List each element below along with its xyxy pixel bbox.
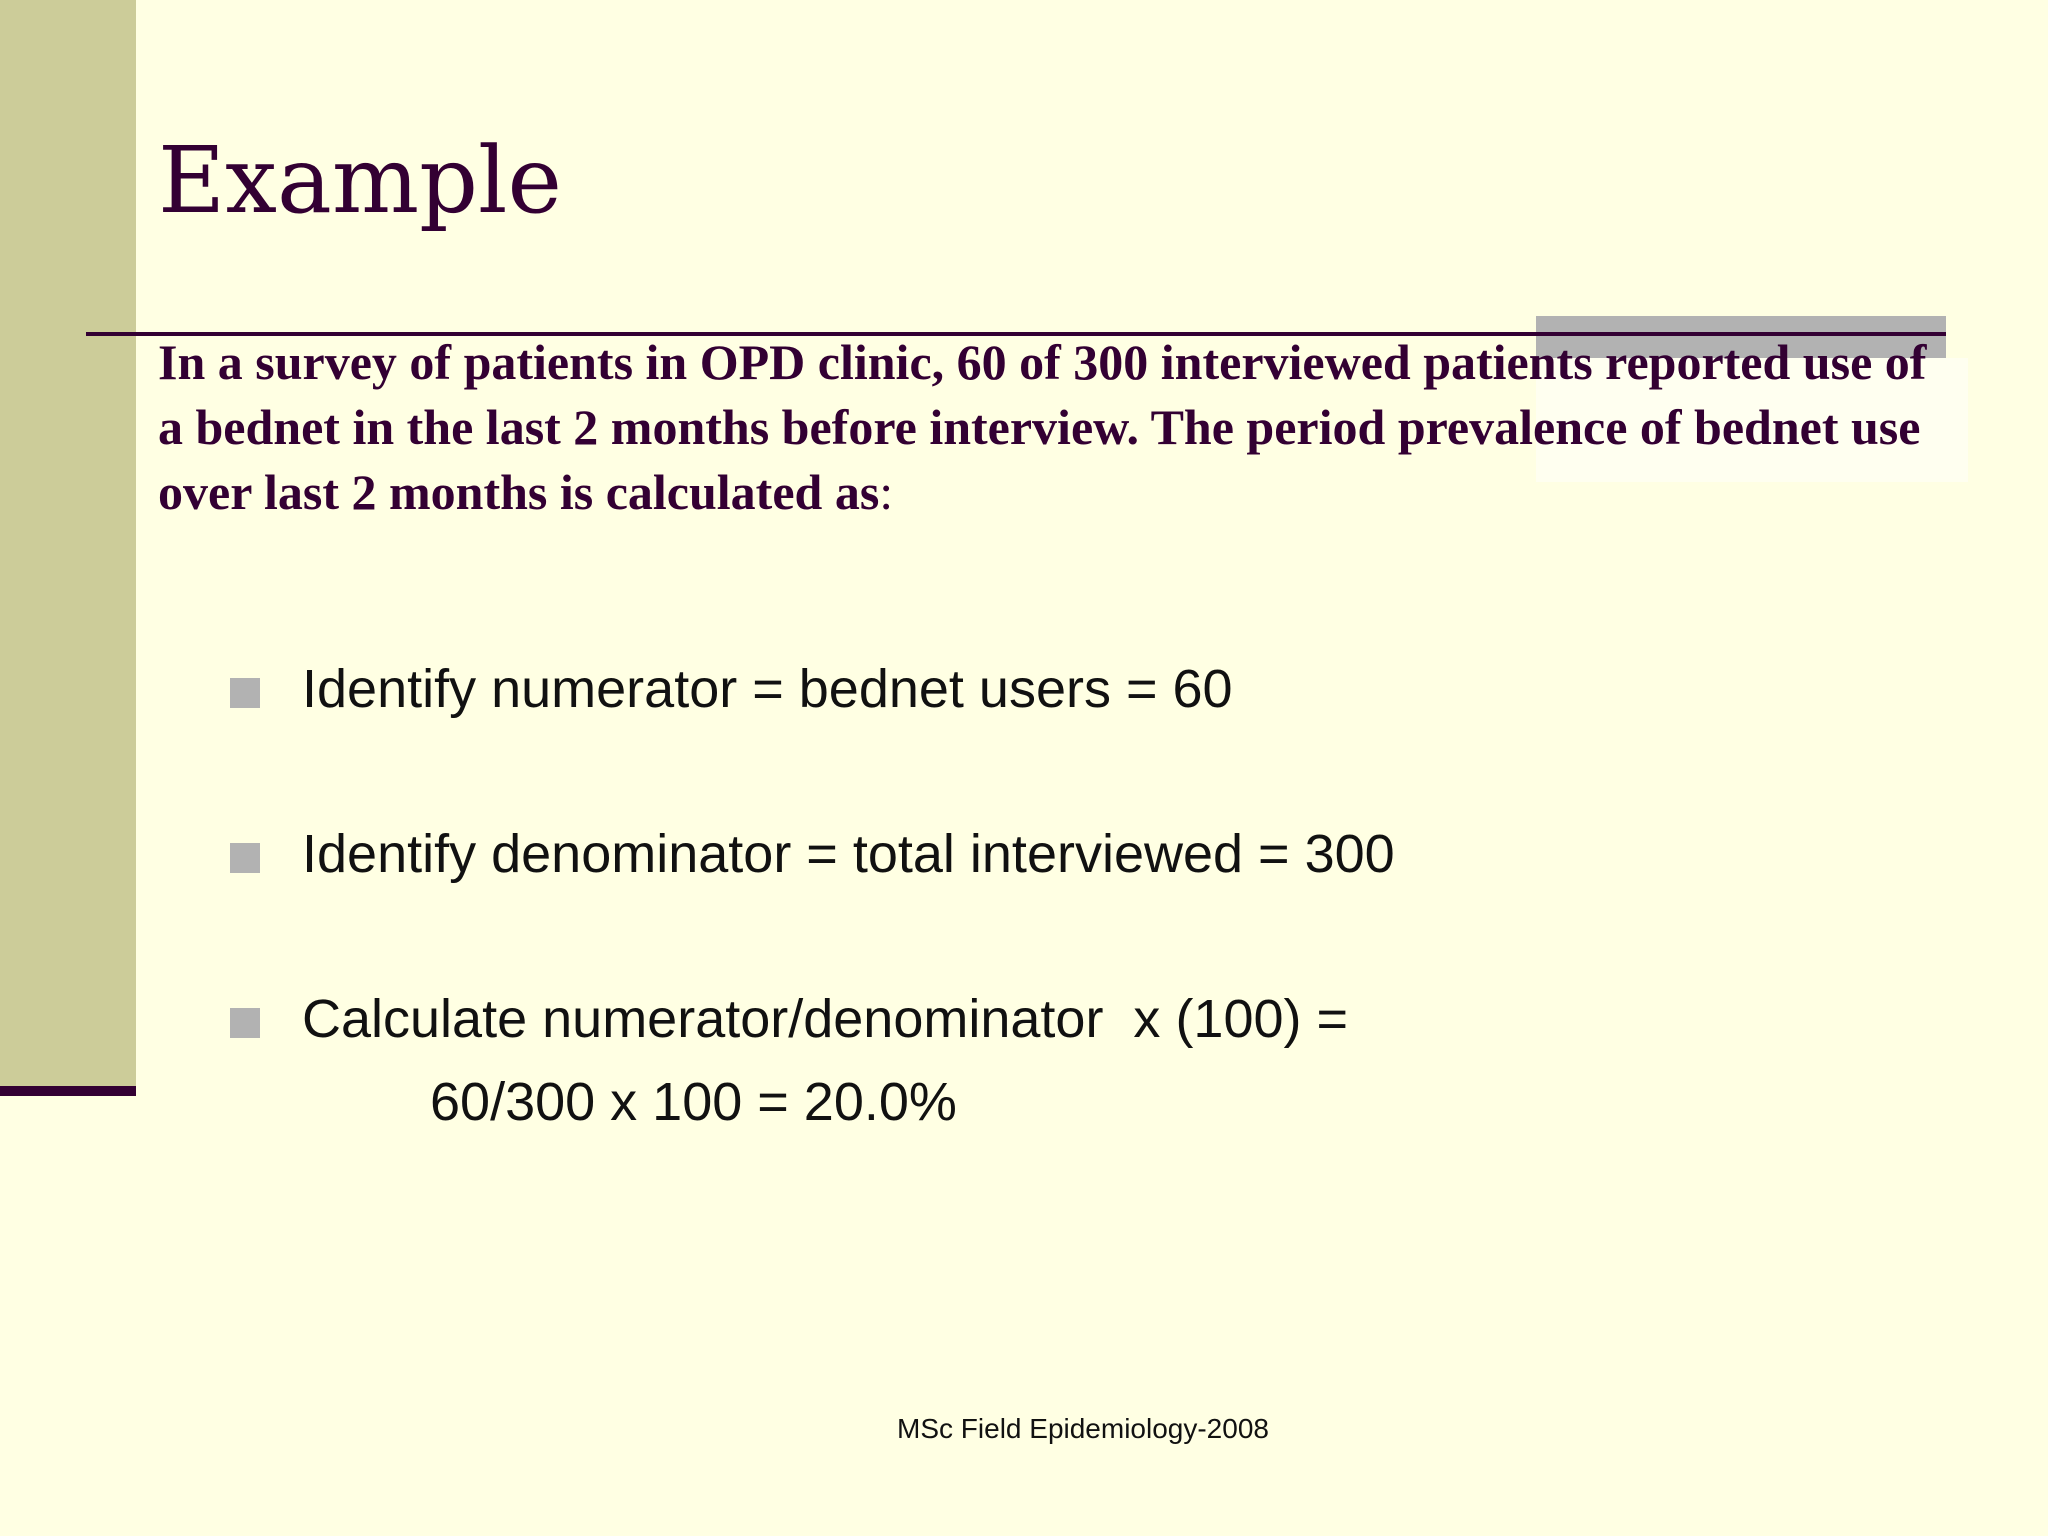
bullet-text: Calculate numerator/denominator x (100) = xyxy=(302,989,1349,1049)
intro-text: In a survey of patients in OPD clinic, 60 of 300 interviewed patients reported use of a bednet in the last 2 months before interview. The period prevalence of bednet use over last 2 months is calculated as xyxy=(158,334,1927,520)
bullet-text: Identify numerator = bednet users = 60 xyxy=(302,659,1233,719)
footer-text: MSc Field Epidemiology-2008 xyxy=(897,1413,1269,1444)
bullet-text: Identify denominator = total interviewed = 300 xyxy=(302,824,1395,884)
square-bullet-icon xyxy=(230,843,260,873)
calculation-result: 60/300 x 100 = 20.0% xyxy=(430,1072,957,1132)
slide-title: Example xyxy=(158,127,562,234)
intro-colon: : xyxy=(879,464,894,520)
square-bullet-icon xyxy=(230,1008,260,1038)
square-bullet-icon xyxy=(230,678,260,708)
